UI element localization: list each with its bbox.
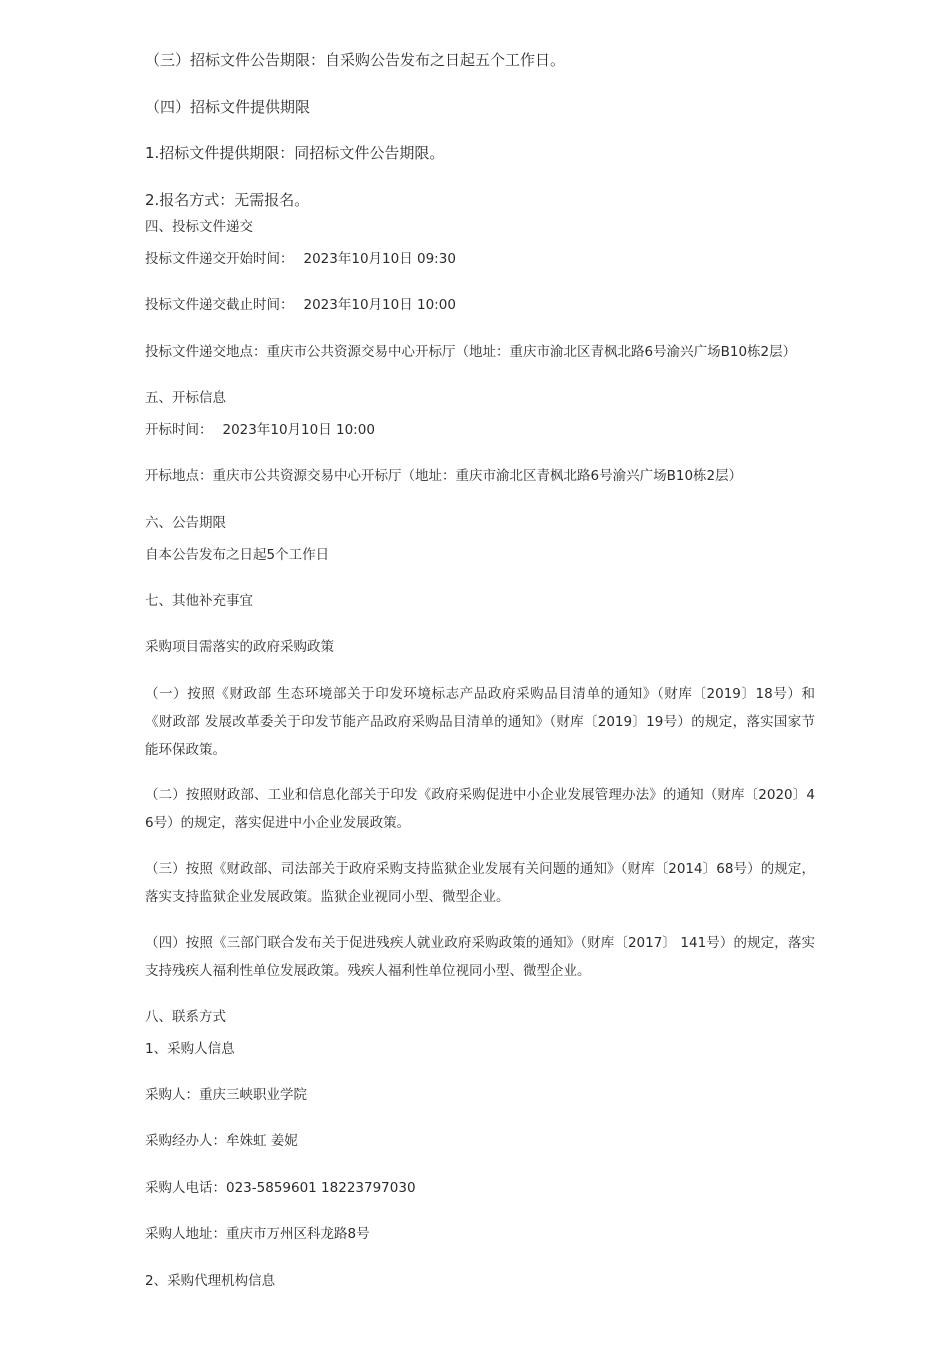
bid-submission-start-value: 2023年10月10日 09:30 — [303, 251, 456, 267]
policy-item-4: （四）按照《三部门联合发布关于促进残疾人就业政府采购政策的通知》（财库〔2017〕 141号）的规定，落实支持残疾人福利性单位发展政策。残疾人福利性单位视同小型、微型企业。 — [145, 935, 815, 979]
bid-submission-end-label: 投标文件递交截止时间： — [145, 297, 294, 313]
bid-submission-start-label: 投标文件递交开始时间： — [145, 251, 294, 267]
tender-doc-notice-period: （三）招标文件公告期限：自采购公告发布之日起五个工作日。 — [145, 51, 566, 69]
doc-supply-period: 1.招标文件提供期限：同招标文件公告期限。 — [145, 144, 445, 162]
buyer-contact-person: 采购经办人：牟姝虹 姜妮 — [145, 1133, 298, 1149]
buyer-address: 采购人地址：重庆市万州区科龙路8号 — [145, 1226, 370, 1242]
section-contact-heading: 八、联系方式 — [145, 1009, 226, 1025]
bid-submission-end-value: 2023年10月10日 10:00 — [303, 297, 456, 313]
policy-item-1: （一）按照《财政部 生态环境部关于印发环境标志产品政府采购品目清单的通知》（财库〔2019〕18号）和《财政部 发展改革委关于印发节能产品政府采购品目清单的通知》（财库〔2019〕19号）的规定，落实国家节能环保政策。 — [145, 686, 815, 758]
notice-period-text: 自本公告发布之日起5个工作日 — [145, 547, 330, 563]
section-notice-period-heading: 六、公告期限 — [145, 515, 226, 531]
buyer-name: 采购人：重庆三峡职业学院 — [145, 1087, 307, 1103]
buyer-info-heading: 1、采购人信息 — [145, 1041, 235, 1057]
policy-heading: 采购项目需落实的政府采购政策 — [145, 639, 334, 655]
agency-info-heading: 2、采购代理机构信息 — [145, 1273, 276, 1289]
bid-opening-time-value: 2023年10月10日 10:00 — [222, 422, 375, 438]
buyer-phone: 采购人电话：023-5859601 18223797030 — [145, 1180, 416, 1196]
bid-opening-location: 开标地点：重庆市公共资源交易中心开标厅（地址：重庆市渝北区青枫北路6号渝兴广场B10栋2层） — [145, 468, 743, 484]
policy-item-2: （二）按照财政部、工业和信息化部关于印发《政府采购促进中小企业发展管理办法》的通知（财库〔2020〕46号）的规定，落实促进中小企业发展政策。 — [145, 787, 815, 831]
section-bid-submission-heading: 四、投标文件递交 — [145, 219, 253, 235]
bid-submission-start — [145, 250, 456, 268]
bid-opening-time-label: 开标时间： — [145, 422, 213, 438]
section-supplementary-heading: 七、其他补充事宜 — [145, 593, 253, 609]
bid-submission-end — [145, 296, 456, 314]
registration-method: 2.报名方式：无需报名。 — [145, 191, 310, 209]
bid-submission-location: 投标文件递交地点：重庆市公共资源交易中心开标厅（地址：重庆市渝北区青枫北路6号渝兴广场B10栋2层） — [145, 344, 797, 360]
doc-supply-heading: （四）招标文件提供期限 — [145, 98, 311, 116]
policy-item-3: （三）按照《财政部、司法部关于政府采购支持监狱企业发展有关问题的通知》（财库〔2014〕68号）的规定，落实支持监狱企业发展政策。监狱企业视同小型、微型企业。 — [145, 861, 815, 905]
bid-opening-time — [145, 421, 375, 439]
section-bid-opening-heading: 五、开标信息 — [145, 390, 226, 406]
